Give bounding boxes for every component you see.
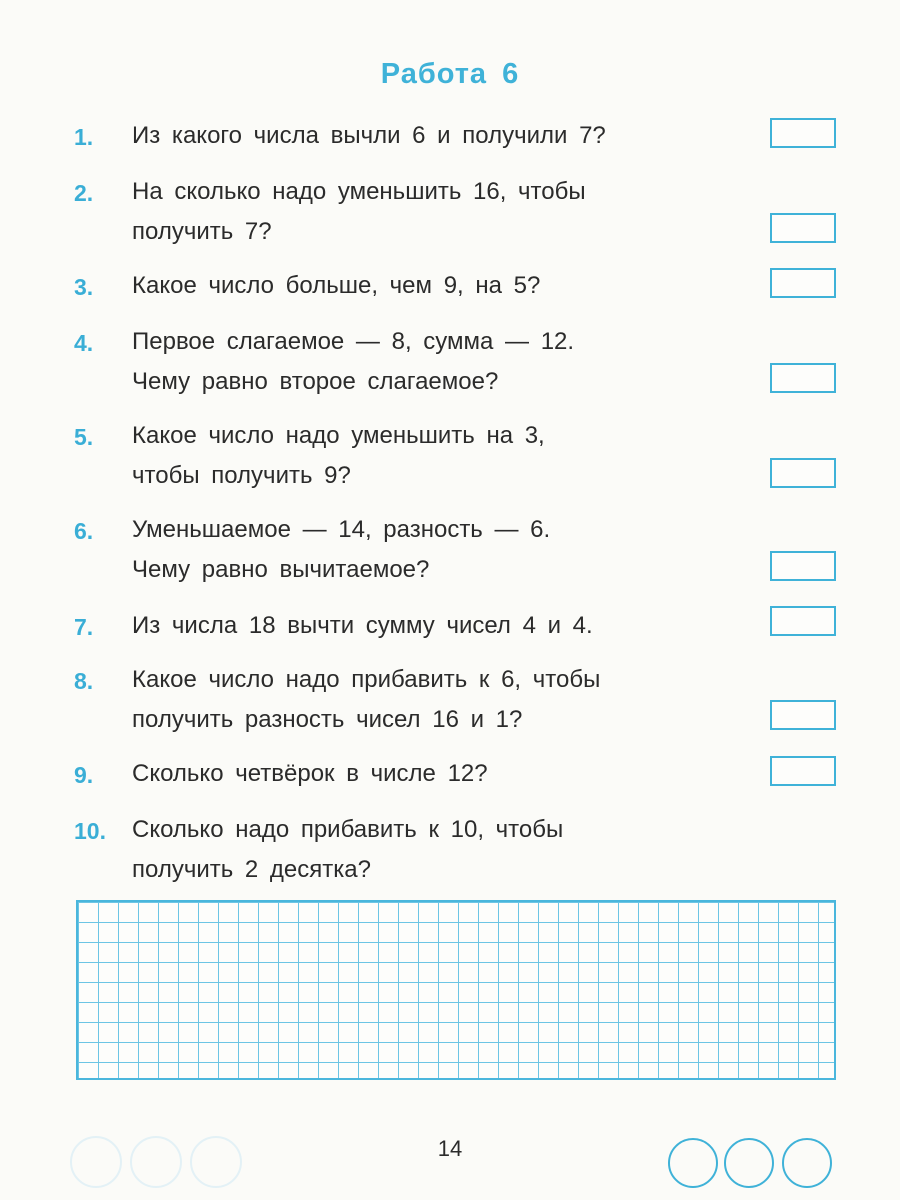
answer-box-9[interactable] <box>770 756 836 786</box>
task-line: На сколько надо уменьшить 16, чтобы <box>132 178 586 205</box>
answer-box-4[interactable] <box>770 363 836 393</box>
task-text <box>132 266 762 306</box>
assessment-circle-icon[interactable] <box>668 1138 718 1188</box>
answer-box-7[interactable] <box>770 606 836 636</box>
task-line: Какое число надо уменьшить на 3, <box>132 422 545 449</box>
task-text <box>132 172 762 252</box>
task-line: Первое слагаемое — 8, сумма — 12. <box>132 328 575 355</box>
task-line: Уменьшаемое — 14, разность — 6. <box>132 516 551 543</box>
task-line: получить разность чисел 16 и 1? <box>132 706 523 733</box>
task-line: Какое число надо прибавить к 6, чтобы <box>132 666 601 693</box>
answer-box-5[interactable] <box>770 458 836 488</box>
task-number: 9. <box>74 762 94 788</box>
task-text <box>132 510 762 590</box>
task-line: получить 2 десятка? <box>132 856 371 883</box>
assessment-circle-icon[interactable] <box>782 1138 832 1188</box>
task-line: Из числа 18 вычти сумму чисел 4 и 4. <box>132 612 593 639</box>
answer-box-2[interactable] <box>770 213 836 243</box>
answer-box-1[interactable] <box>770 118 836 148</box>
task-number: 1. <box>74 124 94 150</box>
task-number: 5. <box>74 424 94 450</box>
task-number: 4. <box>74 330 94 356</box>
task-line: Чему равно вычитаемое? <box>132 556 430 583</box>
task-line: чтобы получить 9? <box>132 462 351 489</box>
squared-writing-grid[interactable] <box>76 900 836 1080</box>
task-line: Чему равно второе слагаемое? <box>132 368 499 395</box>
task-number: 2. <box>74 180 94 206</box>
task-text <box>132 606 762 646</box>
answer-box-3[interactable] <box>770 268 836 298</box>
task-number: 6. <box>74 518 94 544</box>
page-number: 14 <box>437 1136 463 1161</box>
assessment-circle-icon[interactable] <box>724 1138 774 1188</box>
task-line: Из какого числа вычли 6 и получили 7? <box>132 122 606 149</box>
task-number: 7. <box>74 614 94 640</box>
task-text <box>132 810 762 890</box>
task-text <box>132 416 762 496</box>
task-text <box>132 322 762 402</box>
task-number: 3. <box>74 274 94 300</box>
task-line: получить 7? <box>132 218 272 245</box>
answer-box-8[interactable] <box>770 700 836 730</box>
page-title: Работа 6 <box>380 58 520 90</box>
task-number: 10. <box>74 818 106 844</box>
task-text <box>132 116 762 156</box>
task-line: Какое число больше, чем 9, на 5? <box>132 272 541 299</box>
task-line: Сколько четвёрок в числе 12? <box>132 760 488 787</box>
task-text <box>132 754 762 794</box>
answer-box-6[interactable] <box>770 551 836 581</box>
task-number: 8. <box>74 668 94 694</box>
task-text <box>132 660 762 740</box>
task-line: Сколько надо прибавить к 10, чтобы <box>132 816 564 843</box>
